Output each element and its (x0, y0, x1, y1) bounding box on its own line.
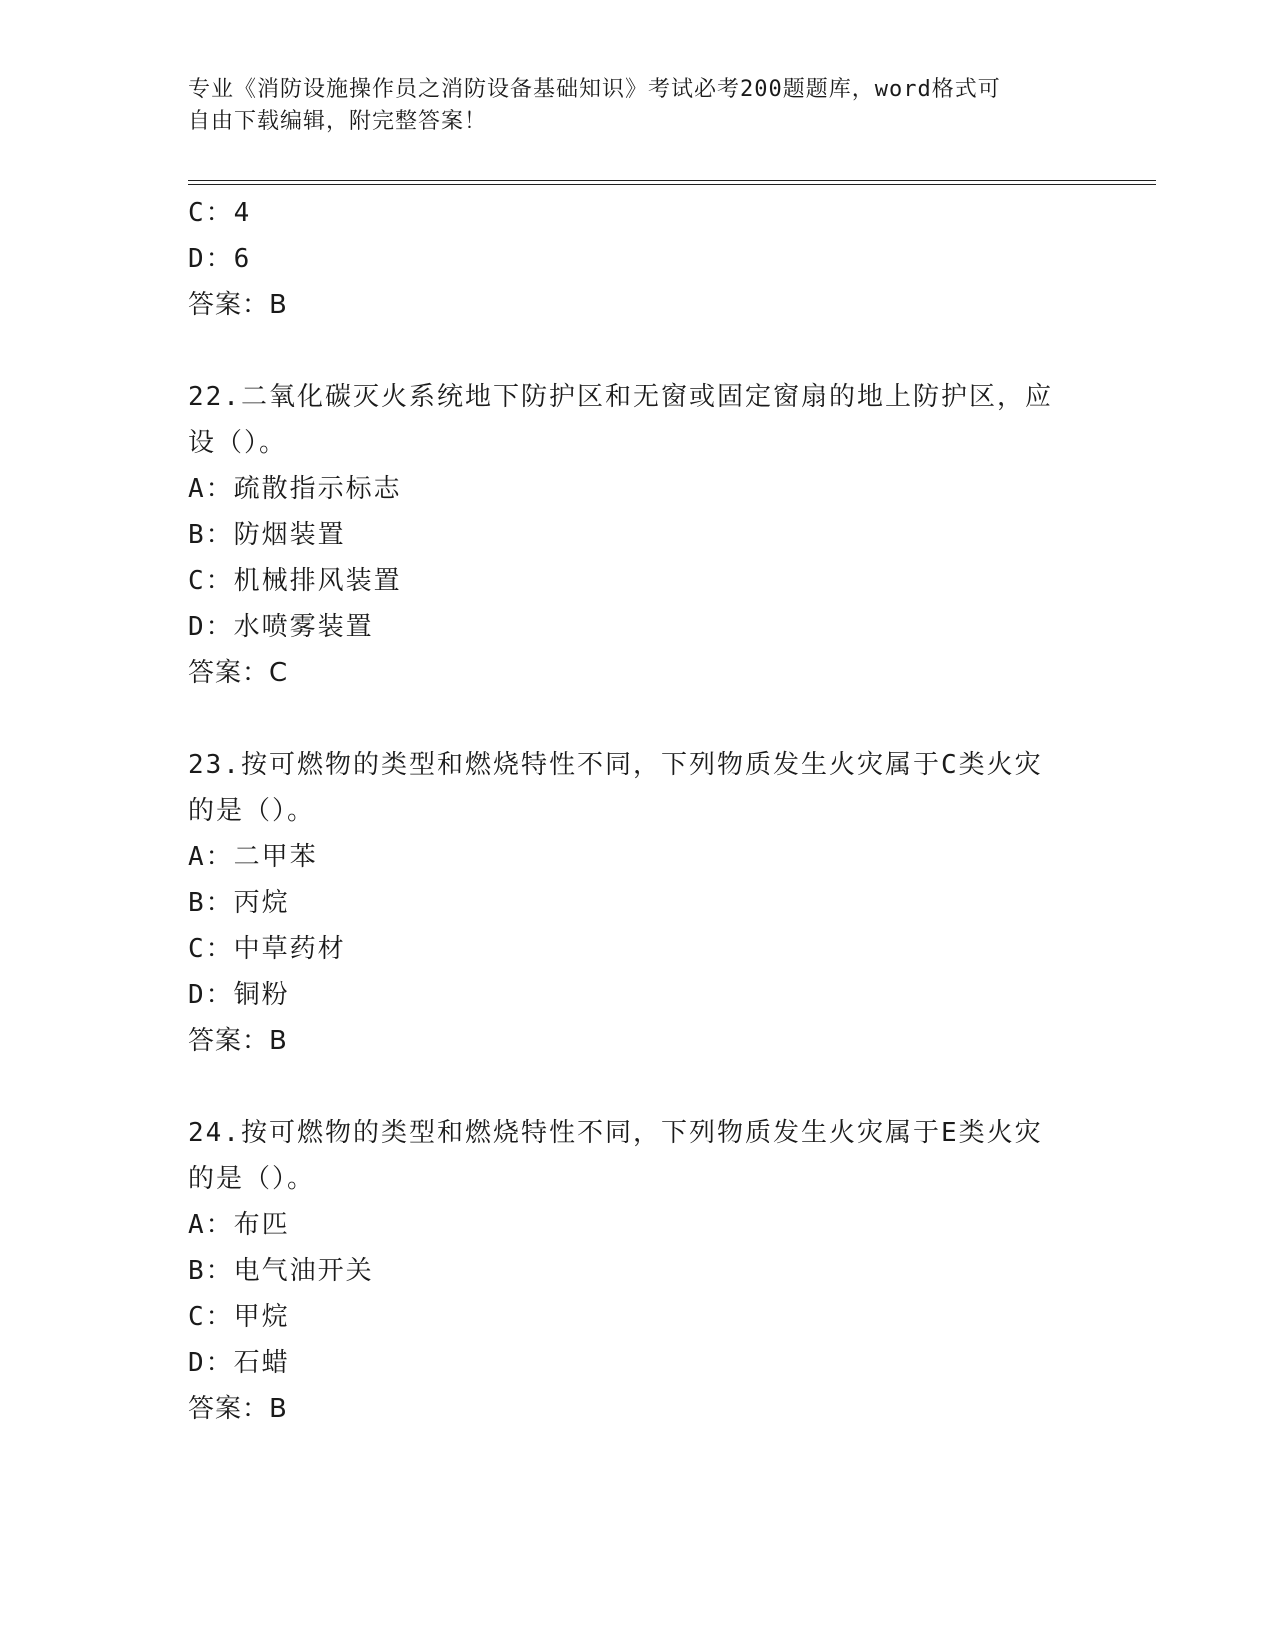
option-d: D：6 (188, 244, 252, 274)
spacer (188, 1064, 1088, 1110)
option-d: D：铜粉 (188, 980, 290, 1010)
option-c: C：4 (188, 198, 252, 228)
option-b: B：电气油开关 (188, 1256, 374, 1286)
question-content (188, 190, 1088, 1432)
option-c: C：机械排风装置 (188, 566, 402, 596)
option-a: A：二甲苯 (188, 842, 318, 872)
answer-line: 答案：B (188, 1394, 288, 1424)
header-divider-bottom (188, 184, 1156, 185)
header-title-line-2: 自由下载编辑，附完整答案！ (188, 109, 488, 134)
header-title-line-1: 专业《消防设施操作员之消防设备基础知识》考试必考200题题库，word格式可 (188, 77, 1001, 102)
option-d: D：水喷雾装置 (188, 612, 374, 642)
question-stem-line-1: 22.二氧化碳灭火系统地下防护区和无窗或固定窗扇的地上防护区，应 (188, 382, 1053, 412)
answer-line: 答案：C (188, 658, 289, 688)
previous-question-tail (188, 190, 1088, 328)
answer-line: 答案：B (188, 290, 288, 320)
option-c: C：中草药材 (188, 934, 346, 964)
question-stem-line-1: 24.按可燃物的类型和燃烧特性不同，下列物质发生火灾属于E类火灾 (188, 1118, 1043, 1148)
spacer (188, 328, 1088, 374)
question-23 (188, 742, 1088, 1064)
answer-line: 答案：B (188, 1026, 288, 1056)
question-stem-line-2: 设（）。 (188, 428, 288, 458)
spacer (188, 696, 1088, 742)
question-stem-line-2: 的是（）。 (188, 1164, 316, 1194)
option-a: A：布匹 (188, 1210, 290, 1240)
question-stem-line-1: 23.按可燃物的类型和燃烧特性不同，下列物质发生火灾属于C类火灾 (188, 750, 1043, 780)
question-22 (188, 374, 1088, 696)
option-b: B：防烟装置 (188, 520, 346, 550)
option-d: D：石蜡 (188, 1348, 290, 1378)
option-c: C：甲烷 (188, 1302, 290, 1332)
document-header (188, 74, 1068, 138)
question-stem-line-2: 的是（）。 (188, 796, 316, 826)
question-24 (188, 1110, 1088, 1432)
option-a: A：疏散指示标志 (188, 474, 402, 504)
option-b: B：丙烷 (188, 888, 290, 918)
header-divider-top (188, 180, 1156, 181)
